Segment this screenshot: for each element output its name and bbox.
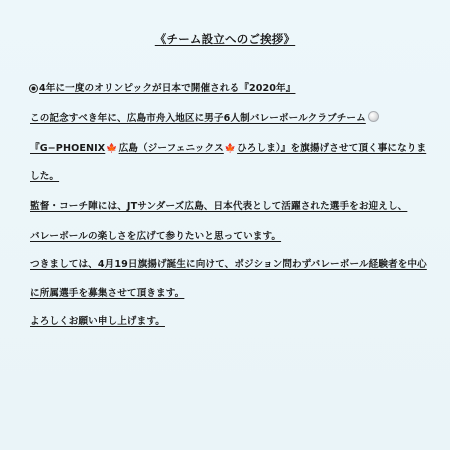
line-text: した。 <box>30 171 60 182</box>
paragraph-line-5 <box>30 198 407 212</box>
paragraph-line-6 <box>30 228 281 242</box>
page-title <box>0 31 450 47</box>
paragraph-line-2 <box>30 110 379 124</box>
paragraph-line-4 <box>30 168 59 182</box>
paragraph-line-9 <box>30 313 165 327</box>
line-text: 『G−PHOENIX <box>30 143 106 154</box>
paragraph-line-3 <box>30 140 426 154</box>
line-text: よろしくお願い申し上げます。 <box>30 316 165 327</box>
line-text: 4年に一度のオリンピックが日本で開催される『2020年』 <box>39 83 296 94</box>
volleyball-icon <box>368 111 379 122</box>
line-text: バレーボールの楽しさを広げて参りたいと思っています。 <box>30 231 282 242</box>
line-text: つきましては、4月19日旗揚げ誕生に向けて、ポジション問わずバレーボール経験者を中心 <box>30 259 427 270</box>
line-text: ひろしま）』を旗揚げさせて頂く事になりま <box>237 143 427 154</box>
line-text: この記念すべき年に、広島市舟入地区に男子6人制バレーボールクラブチーム <box>30 113 366 124</box>
maple-leaf-icon: 🍁 <box>224 144 237 154</box>
record-circle-icon <box>30 85 37 92</box>
paragraph-line-7 <box>30 256 427 270</box>
line-text: 監督・コーチ陣には、JTサンダーズ広島、日本代表として活躍された選手をお迎えし、 <box>30 201 408 212</box>
maple-leaf-icon: 🍁 <box>106 144 118 154</box>
line-text: に所属選手を募集させて頂きます。 <box>30 288 185 299</box>
paragraph-line-8 <box>30 285 184 299</box>
page-title-text: 《チーム設立へのご挨拶》 <box>154 32 296 46</box>
line-text: 広島（ジーフェニックス <box>118 143 224 154</box>
paragraph-line-1 <box>30 80 295 94</box>
